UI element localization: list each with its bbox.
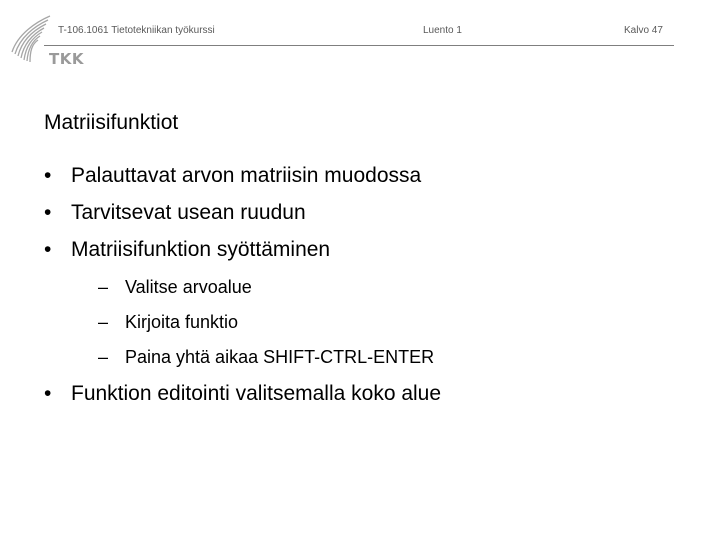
header-divider [44, 45, 674, 46]
slide-number: Kalvo 47 [624, 25, 663, 36]
sub-bullet-text: Valitse arvoalue [125, 277, 252, 297]
bullet-mark: • [44, 201, 52, 224]
tkk-logo-icon [8, 14, 54, 66]
logo-text: TKK [49, 50, 84, 68]
bullet-mark: • [44, 164, 52, 187]
bullet-item [44, 382, 694, 419]
slide-title: Matriisifunktiot [44, 111, 179, 134]
bullet-item [44, 201, 694, 238]
bullet-text: Matriisifunktion syöttäminen [71, 238, 331, 261]
sub-bullet-text: Paina yhtä aikaa SHIFT-CTRL-ENTER [125, 347, 435, 367]
bullet-list [44, 164, 694, 419]
sub-bullet-mark: – [98, 312, 109, 332]
sub-bullet-text: Kirjoita funktio [125, 312, 239, 332]
bullet-text: Funktion editointi valitsemalla koko alue [71, 382, 442, 405]
bullet-text: Palauttavat arvon matriisin muodossa [71, 164, 422, 187]
bullet-item [44, 238, 694, 275]
bullet-mark: • [44, 238, 52, 261]
course-name: T-106.1061 Tietotekniikan työkurssi [58, 25, 215, 36]
sub-bullet-item [44, 277, 694, 312]
bullet-text: Tarvitsevat usean ruudun [71, 201, 306, 224]
sub-bullet-mark: – [98, 277, 109, 297]
sub-bullet-item [44, 312, 694, 347]
bullet-item [44, 164, 694, 201]
bullet-mark: • [44, 382, 52, 405]
sub-bullet-item [44, 347, 694, 382]
lecture-label: Luento 1 [423, 25, 462, 36]
sub-bullet-mark: – [98, 347, 109, 367]
